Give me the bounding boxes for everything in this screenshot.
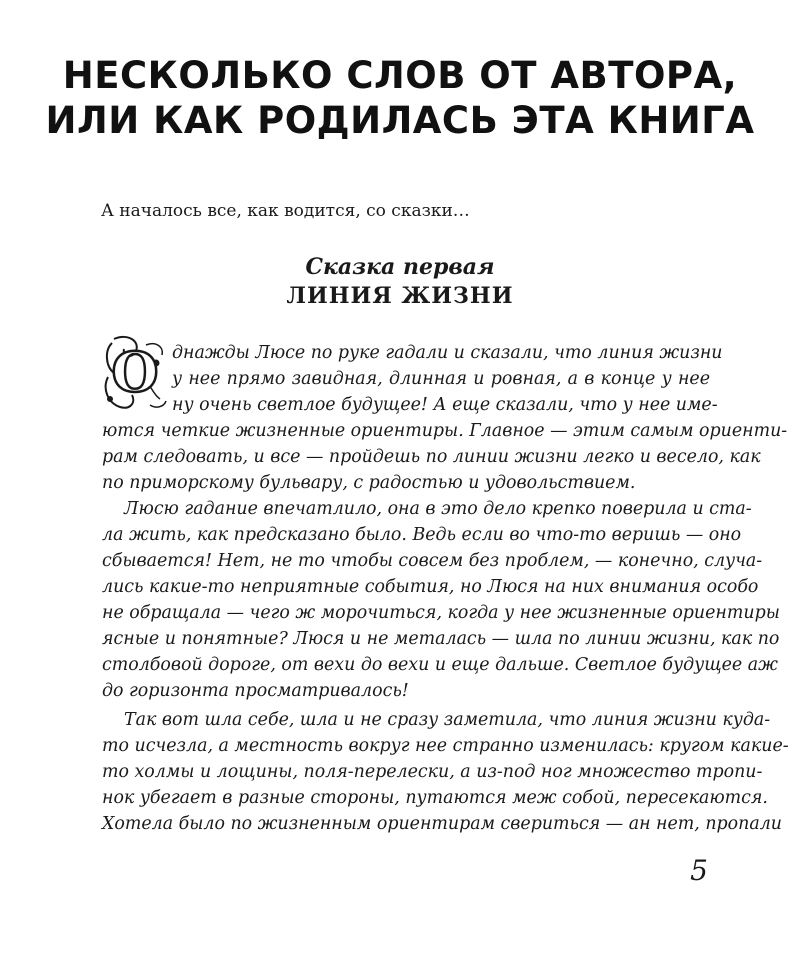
tale-subtitle: Сказка первая (305, 254, 495, 280)
text-line: днажды Люсе по руке гадали и сказали, что линия жизни (172, 343, 723, 363)
tale-title: ЛИНИЯ ЖИЗНИ (286, 283, 514, 309)
text-line: нок убегает в разные стороны, путаются меж собой, пересекаются. (102, 788, 768, 808)
text-line: сбывается! Нет, не то чтобы совсем без проблем, — конечно, случа- (102, 551, 763, 571)
drop-cap-ornament (100, 333, 170, 413)
text-line: по приморскому бульвару, с радостью и удовольствием. (102, 473, 636, 493)
text-line: у нее прямо завидная, длинная и ровная, а в конце у нее (172, 369, 710, 389)
page-number: 5 (690, 854, 708, 887)
text-line: ла жить, как предсказано было. Ведь если во что-то веришь — оно (102, 525, 742, 545)
text-line: столбовой дороге, от вехи до вехи и еще дальше. Светлое будущее аж (102, 655, 778, 675)
chapter-title-line-1: НЕСКОЛЬКО СЛОВ ОТ АВТОРА, (62, 54, 738, 97)
drop-cap-letter: О (111, 340, 159, 404)
text-line: то холмы и лощины, поля-перелески, а из-под ног множество тропи- (102, 762, 763, 782)
text-line: Хотела было по жизненным ориентирам свериться — ан нет, пропали (102, 814, 782, 834)
text-line: не обращала — чего ж морочиться, когда у нее жизненные ориентиры (102, 603, 780, 623)
text-line: лись какие-то неприятные события, но Люся на них внимания особо (102, 577, 759, 597)
text-line: до горизонта просматривалось! (102, 681, 409, 701)
text-line: Так вот шла себе, шла и не сразу заметила, что линия жизни куда- (124, 710, 771, 730)
text-line: Люсю гадание впечатлило, она в это дело крепко поверила и ста- (124, 499, 752, 519)
text-line: ются четкие жизненные ориентиры. Главное — этим самым ориенти- (102, 421, 788, 441)
text-line: ну очень светлое будущее! А еще сказали, что у нее име- (172, 395, 718, 415)
chapter-title-line-2: ИЛИ КАК РОДИЛАСЬ ЭТА КНИГА (45, 99, 755, 142)
text-line: рам следовать, и все — пройдешь по линии жизни легко и весело, как (102, 447, 761, 467)
intro-sentence: А началось все, как водится, со сказки… (101, 201, 470, 221)
text-line: то исчезла, а местность вокруг нее странно изменилась: кругом какие- (102, 736, 789, 756)
text-line: ясные и понятные? Люся и не металась — шла по линии жизни, как по (102, 629, 780, 649)
